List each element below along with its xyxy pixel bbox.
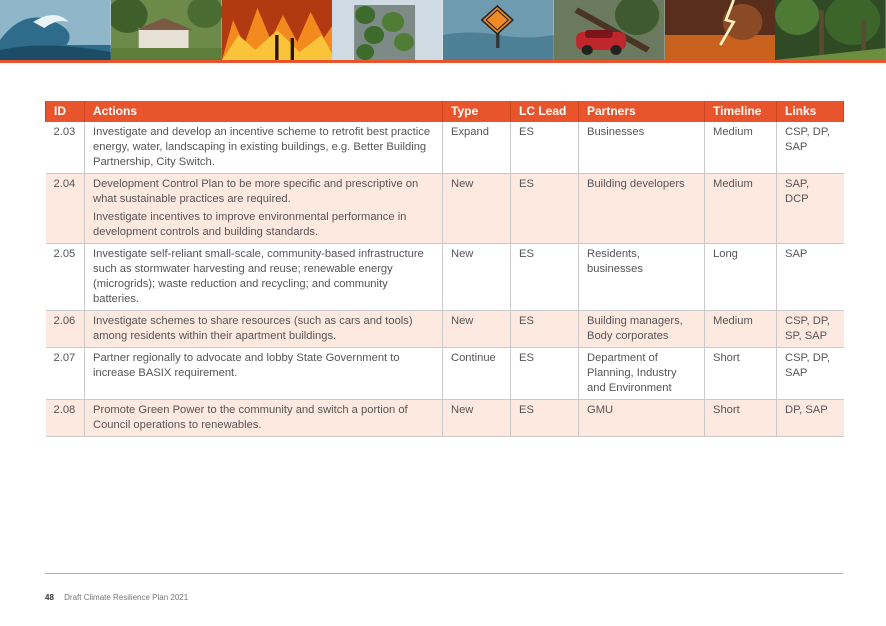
partners-cell: Department of Planning, Industry and Environment xyxy=(579,348,705,400)
header-id: ID xyxy=(46,101,85,122)
flood-sign-image xyxy=(443,0,554,60)
header-banner xyxy=(0,0,886,60)
partners-cell: Businesses xyxy=(579,122,705,174)
id-cell: 2.04 xyxy=(46,174,85,244)
action-text: Investigate incentives to improve environmental performance in development controls and building standards. xyxy=(93,211,407,238)
links-cell: SAP, DCP xyxy=(777,174,844,244)
id-cell: 2.08 xyxy=(46,400,85,437)
timeline-cell: Short xyxy=(705,400,777,437)
house-image xyxy=(111,0,222,60)
actions-cell xyxy=(85,122,443,174)
header-actions: Actions xyxy=(85,101,443,122)
actions-cell xyxy=(85,311,443,348)
table-row xyxy=(46,400,844,437)
header-lc-lead: LC Lead xyxy=(511,101,579,122)
lead-cell: ES xyxy=(511,311,579,348)
table-row xyxy=(46,174,844,244)
table-row xyxy=(46,122,844,174)
action-text: Investigate schemes to share resources (such as cars and tools) among residents within their apartment buildings. xyxy=(93,315,413,342)
links-cell: CSP, DP, SP, SAP xyxy=(777,311,844,348)
banner-accent-rule xyxy=(0,60,886,63)
timeline-cell: Long xyxy=(705,244,777,311)
header-partners: Partners xyxy=(579,101,705,122)
type-cell: New xyxy=(443,400,511,437)
action-text: Investigate self-reliant small-scale, community-based infrastructure such as stormwater harvesting and reuse; renewable energy (microgrids); waste reduction and recycling; and community batteries. xyxy=(93,248,424,305)
lightning-image xyxy=(665,0,776,60)
lead-cell: ES xyxy=(511,244,579,311)
footer-rule xyxy=(45,573,843,574)
document-title: Draft Climate Resilience Plan 2021 xyxy=(64,593,189,602)
timeline-cell: Medium xyxy=(705,122,777,174)
partners-cell: Building managers, Body corporates xyxy=(579,311,705,348)
forest-image xyxy=(775,0,886,60)
id-cell: 2.06 xyxy=(46,311,85,348)
lead-cell: ES xyxy=(511,122,579,174)
links-cell: SAP xyxy=(777,244,844,311)
actions-table xyxy=(45,101,844,437)
lead-cell: ES xyxy=(511,174,579,244)
actions-cell xyxy=(85,348,443,400)
actions-cell xyxy=(85,400,443,437)
type-cell: Expand xyxy=(443,122,511,174)
timeline-cell: Medium xyxy=(705,174,777,244)
table-row xyxy=(46,244,844,311)
lead-cell: ES xyxy=(511,400,579,437)
page-footer xyxy=(45,593,188,602)
partners-cell: Building developers xyxy=(579,174,705,244)
header-links: Links xyxy=(777,101,844,122)
partners-cell: Residents, businesses xyxy=(579,244,705,311)
storm-damage-image xyxy=(554,0,665,60)
header-type: Type xyxy=(443,101,511,122)
bushfire-image xyxy=(222,0,333,60)
links-cell: CSP, DP, SAP xyxy=(777,348,844,400)
type-cell: Continue xyxy=(443,348,511,400)
timeline-cell: Short xyxy=(705,348,777,400)
links-cell: CSP, DP, SAP xyxy=(777,122,844,174)
lead-cell: ES xyxy=(511,348,579,400)
type-cell: New xyxy=(443,174,511,244)
type-cell: New xyxy=(443,311,511,348)
actions-cell xyxy=(85,244,443,311)
wave-image xyxy=(0,0,111,60)
type-cell: New xyxy=(443,244,511,311)
table-row xyxy=(46,348,844,400)
table-header-row xyxy=(46,101,844,122)
action-text: Promote Green Power to the community and switch a portion of Council operations to renewables. xyxy=(93,404,408,431)
green-building-image xyxy=(332,0,443,60)
action-text: Partner regionally to advocate and lobby State Government to increase BASIX requirement. xyxy=(93,352,400,379)
table-row xyxy=(46,311,844,348)
partners-cell: GMU xyxy=(579,400,705,437)
header-timeline: Timeline xyxy=(705,101,777,122)
page-number: 48 xyxy=(45,593,54,602)
id-cell: 2.03 xyxy=(46,122,85,174)
timeline-cell: Medium xyxy=(705,311,777,348)
links-cell: DP, SAP xyxy=(777,400,844,437)
id-cell: 2.05 xyxy=(46,244,85,311)
action-text: Development Control Plan to be more specific and prescriptive on what sustainable practices are required. xyxy=(93,178,419,205)
action-text: Investigate and develop an incentive scheme to retrofit best practice energy, water, landscaping in existing buildings, e.g. Better Building Partnership, City Switch. xyxy=(93,126,431,168)
actions-cell xyxy=(85,174,443,244)
id-cell: 2.07 xyxy=(46,348,85,400)
